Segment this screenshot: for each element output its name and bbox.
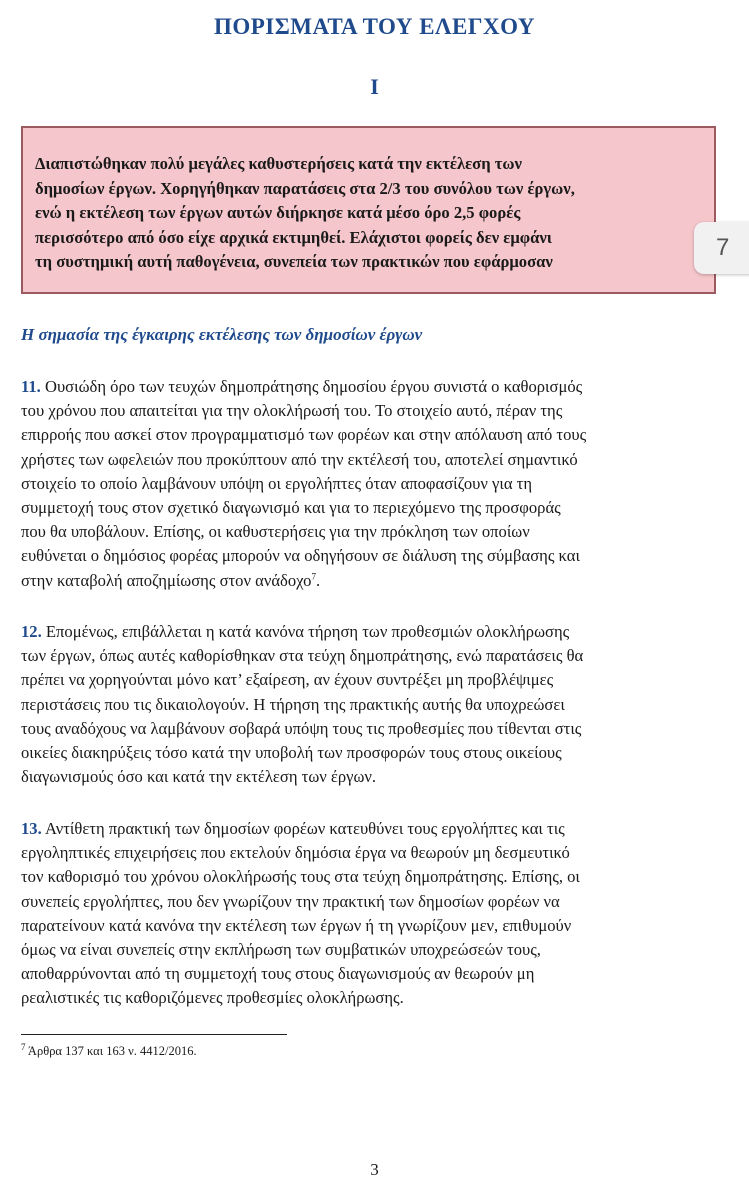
section-number: I bbox=[370, 74, 379, 99]
page-number: 3 bbox=[370, 1160, 379, 1179]
paragraph-13 bbox=[21, 817, 735, 1011]
footnote-divider bbox=[21, 1034, 287, 1035]
paragraph-text: Αντίθετη πρακτική των δημοσίων φορέων κατευθύνει τους εργολήπτες και τις εργοληπτικές επιχειρήσεις που εκτελούν δημόσια έργα να θεωρούν μη δεσμευτικό τον καθορισμό του χρόνου ολοκλήρωσής τους στα τεύχη δημοπράτησης. Επίσης, οι συνεπείς εργολήπτες, που δεν γνωρίζουν την πρακτική των δημοσίων φορέων να παρατείνουν κατά κανόνα την εκτέλεση των έργων ή τη γνωρίζουν μεν, επιθυμούν όμως να είναι συνεπείς στην εκπλήρωση των συμβατικών υποχρεώσεών τους, αποθαρρύνονται από τη συμμετοχή τους στους διαγωνισμούς αν θεωρούν μη ρεαλιστικές τις καθοριζόμενες προθεσμίες ολοκλήρωσης. bbox=[21, 819, 580, 1008]
page-indicator-badge[interactable]: 7 bbox=[694, 222, 749, 274]
paragraph-number: 12. bbox=[21, 622, 42, 641]
paragraph-text: Επομένως, επιβάλλεται η κατά κανόνα τήρηση των προθεσμιών ολοκλήρωσης των έργων, όπως αυτές καθορίσθηκαν στα τεύχη δημοπράτησης, ενώ παρατάσεις θα πρέπει να χορηγούνται μόνο κατ’ εξαίρεση, αν έχουν συντρέξει μη προβλέψιμες περιστάσεις που τις δικαιολογούν. Η τήρηση της πρακτικής αυτής θα υποχρεώσει τους αναδόχους να λαμβάνουν σοβαρά υπόψη τους τις προθεσμίες που τίθενται στις οικείες διακηρύξεις τόσο κατά την υποβολή των προσφορών τους στους οικείους διαγωνισμούς όσο και κατά την εκτέλεση των έργων. bbox=[21, 622, 584, 787]
footnote-marker: 7 bbox=[21, 1041, 26, 1052]
footnote-reference[interactable]: 7 bbox=[311, 571, 316, 582]
paragraph-text: Ουσιώδη όρο των τευχών δημοπράτησης δημοσίου έργου συνιστά ο καθορισμός του χρόνου που απαιτείται για την ολοκλήρωσή του. Το στοιχείο αυτό, πέραν της επιρροής που ασκεί στον προγραμματισμό των φορέων και στην απόλαυση από τους χρήστες των ωφελειών που προκύπτουν από την εκτέλεσή του, αποτελεί σημαντικό στοιχείο το οποίο λαμβάνουν υπόψη οι εργολήπτες όταν αποφασίζουν για τη συμμετοχή τους στον σχετικό διαγωνισμό και για το περιεχόμενο της προσφοράς που θα υποβάλουν. Επίσης, οι καθυστερήσεις για την πρόκληση των οποίων ευθύνεται ο δημόσιος φορέας μπορούν να οδηγήσουν σε διάλυση της σύμβασης και στην καταβολή αποζημίωσης στον ανάδοχο bbox=[21, 377, 587, 590]
summary-box bbox=[21, 126, 716, 294]
paragraph-number: 11. bbox=[21, 377, 41, 396]
section-subheading: Η σημασία της έγκαιρης εκτέλεσης των δημοσίων έργων bbox=[21, 325, 423, 344]
paragraph-12 bbox=[21, 620, 735, 789]
footnote-text: Άρθρα 137 και 163 ν. 4412/2016. bbox=[25, 1044, 197, 1058]
page-title: ΠΟΡΙΣΜΑΤΑ ΤΟΥ ΕΛΕΓΧΟΥ bbox=[213, 14, 536, 39]
summary-text: Διαπιστώθηκαν πολύ μεγάλες καθυστερήσεις κατά την εκτέλεση των δημοσίων έργων. Χορηγήθηκαν παρατάσεις στα 2/3 του συνόλου των έργων, ενώ η εκτέλεση των έργων αυτών διήρκησε κατά μέσο όρο 2,5 φορές περισσότερο από όσο είχε αρχικά εκτιμηθεί. Ελάχιστοι φορείς δεν εμφάνι τη συστημική αυτή παθογένεια, συνεπεία των πρακτικών που εφάρμοσαν bbox=[35, 154, 575, 271]
paragraph-number: 13. bbox=[21, 819, 42, 838]
footnote bbox=[21, 1041, 197, 1059]
paragraph-11: 11. Ουσιώδη όρο των τευχών δημοπράτησης δημοσίου έργου συνιστά ο καθορισμός του χρόνου που απαιτείται για την ολοκλήρωσή του. Το στοιχείο αυτό, πέραν της επιρροής που ασκεί στον προγραμματισμό των φορέων και στην απόλαυση από τους χρήστες των ωφελειών που προκύπτουν από την εκτέλεσή του, αποτελεί σημαντικό στοιχείο το οποίο λαμβάνουν υπόψη οι εργολήπτες όταν αποφασίζουν για τη συμμετοχή τους στον σχετικό διαγωνισμό και για το περιεχόμενο της προσφοράς που θα υποβάλουν. Επίσης, οι καθυστερήσεις για την πρόκληση των οποίων ευθύνεται ο δημόσιος φορέας μπορούν να οδηγήσουν σε διάλυση της σύμβασης και στην καταβολή αποζημίωσης στον ανάδοχο$^7$. bbox=[21, 377, 587, 590]
